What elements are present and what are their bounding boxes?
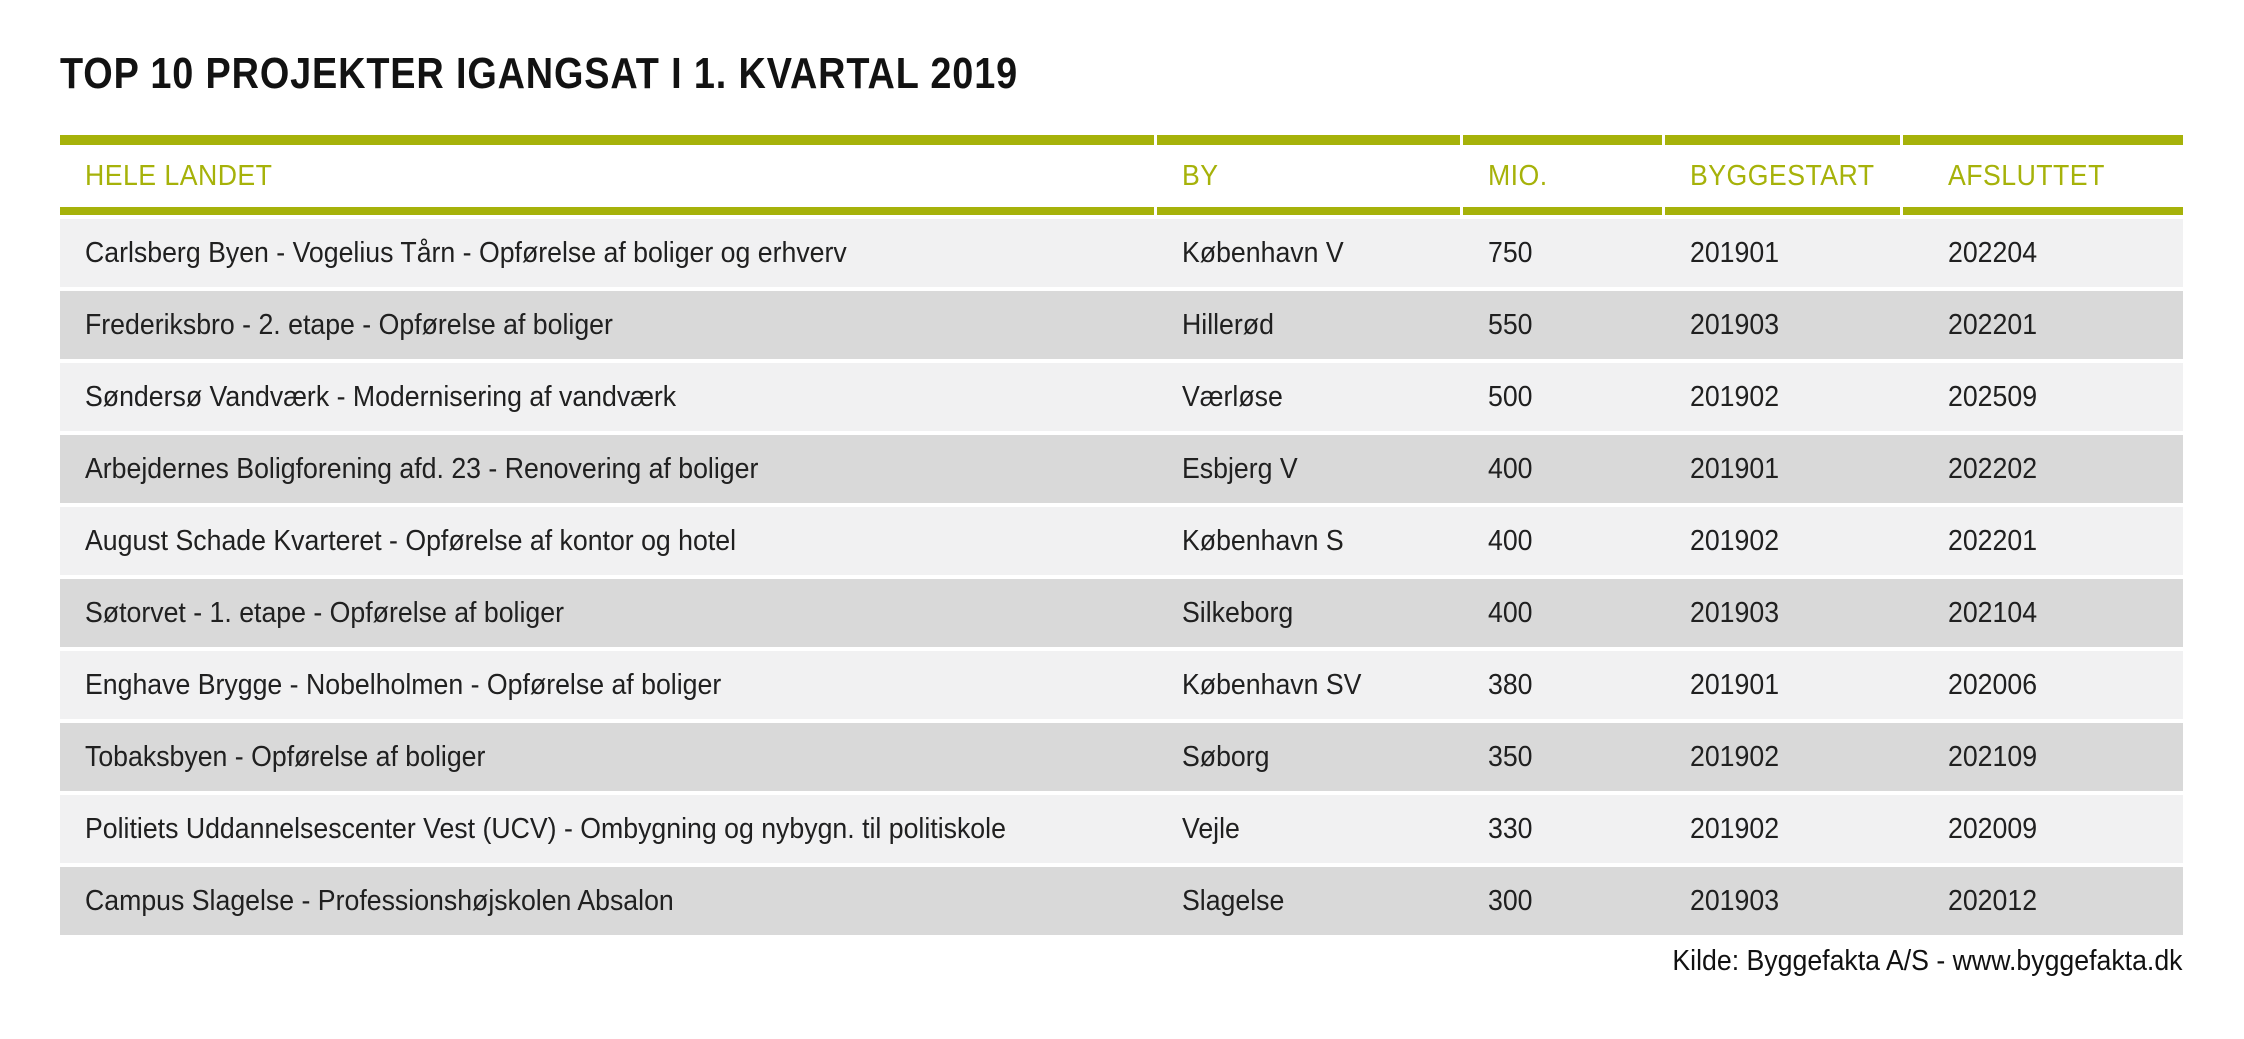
mio-value: 400	[1487, 524, 1533, 557]
byggestart-value: 201903	[1689, 596, 1780, 629]
project-cell	[60, 741, 1157, 774]
table-top-rule	[60, 135, 2183, 145]
afsluttet-cell	[1903, 237, 2183, 270]
mio-cell	[1463, 669, 1665, 702]
table-row	[60, 579, 2183, 647]
column-header-hele-landet	[60, 160, 1157, 193]
mio-cell	[1463, 237, 1665, 270]
city-cell	[1157, 741, 1463, 774]
byggestart-value: 201903	[1689, 308, 1780, 341]
afsluttet-value: 202006	[1947, 668, 2038, 701]
project-name: Campus Slagelse - Professionshøjskolen Absalon	[85, 884, 674, 917]
column-header-mio	[1463, 160, 1665, 193]
column-header-afsluttet	[1903, 160, 2183, 193]
project-cell	[60, 525, 1157, 558]
city-value: Slagelse	[1181, 884, 1285, 917]
byggestart-cell	[1665, 381, 1903, 414]
page-title: TOP 10 PROJEKTER IGANGSAT I 1. KVARTAL 2019	[60, 49, 1018, 98]
byggestart-cell	[1665, 237, 1903, 270]
city-cell	[1157, 669, 1463, 702]
afsluttet-cell	[1903, 309, 2183, 342]
mio-cell	[1463, 597, 1665, 630]
city-cell	[1157, 813, 1463, 846]
column-header-byggestart	[1665, 160, 1903, 193]
rule-segment	[1665, 135, 1903, 145]
project-name: August Schade Kvarteret - Opførelse af kontor og hotel	[85, 524, 737, 557]
project-cell	[60, 885, 1157, 918]
table-header-row	[60, 145, 2183, 207]
afsluttet-value: 202104	[1947, 596, 2038, 629]
city-cell	[1157, 525, 1463, 558]
city-cell	[1157, 381, 1463, 414]
city-value: København V	[1181, 236, 1344, 269]
afsluttet-cell	[1903, 525, 2183, 558]
project-cell	[60, 237, 1157, 270]
byggestart-cell	[1665, 309, 1903, 342]
afsluttet-value: 202201	[1947, 308, 2038, 341]
table-row	[60, 651, 2183, 719]
project-cell	[60, 813, 1157, 846]
mio-value: 350	[1487, 740, 1533, 773]
projects-table	[60, 135, 2183, 935]
mio-value: 400	[1487, 596, 1533, 629]
column-header-label: MIO.	[1487, 159, 1548, 192]
mio-cell	[1463, 813, 1665, 846]
column-header-label: BYGGESTART	[1689, 159, 1875, 192]
city-value: Vejle	[1181, 812, 1240, 845]
mio-cell	[1463, 453, 1665, 486]
byggestart-value: 201903	[1689, 884, 1780, 917]
afsluttet-cell	[1903, 597, 2183, 630]
afsluttet-cell	[1903, 885, 2183, 918]
city-value: København SV	[1181, 668, 1362, 701]
city-value: Søborg	[1181, 740, 1270, 773]
project-name: Enghave Brygge - Nobelholmen - Opførelse af boliger	[85, 668, 722, 701]
afsluttet-cell	[1903, 381, 2183, 414]
project-cell	[60, 381, 1157, 414]
project-name: Frederiksbro - 2. etape - Opførelse af boliger	[85, 308, 613, 341]
afsluttet-value: 202009	[1947, 812, 2038, 845]
mio-cell	[1463, 741, 1665, 774]
afsluttet-cell	[1903, 669, 2183, 702]
afsluttet-value: 202109	[1947, 740, 2038, 773]
project-cell	[60, 309, 1157, 342]
byggestart-cell	[1665, 525, 1903, 558]
city-cell	[1157, 885, 1463, 918]
city-value: Silkeborg	[1181, 596, 1294, 629]
rule-segment	[1903, 207, 2183, 215]
city-value: Hillerød	[1181, 308, 1274, 341]
rule-segment	[60, 135, 1157, 145]
rule-segment	[1463, 207, 1665, 215]
source-credit-text: Kilde: Byggefakta A/S - www.byggefakta.dk	[1672, 945, 2183, 977]
table-row	[60, 507, 2183, 575]
table-row	[60, 291, 2183, 359]
column-header-label: HELE LANDET	[85, 159, 273, 192]
byggestart-value: 201901	[1689, 668, 1780, 701]
project-name: Carlsberg Byen - Vogelius Tårn - Opførelse af boliger og erhverv	[85, 236, 847, 269]
mio-value: 750	[1487, 236, 1533, 269]
rule-segment	[1157, 135, 1463, 145]
afsluttet-cell	[1903, 453, 2183, 486]
table-row	[60, 435, 2183, 503]
project-name: Politiets Uddannelsescenter Vest (UCV) - Ombygning og nybygn. til politiskole	[85, 812, 1006, 845]
project-name: Tobaksbyen - Opførelse af boliger	[85, 740, 486, 773]
source-credit	[1628, 945, 2183, 978]
table-row	[60, 795, 2183, 863]
city-cell	[1157, 453, 1463, 486]
mio-cell	[1463, 309, 1665, 342]
byggestart-value: 201901	[1689, 452, 1780, 485]
city-value: Værløse	[1181, 380, 1283, 413]
city-cell	[1157, 597, 1463, 630]
rule-segment	[1157, 207, 1463, 215]
city-value: København S	[1181, 524, 1344, 557]
byggestart-cell	[1665, 453, 1903, 486]
city-cell	[1157, 237, 1463, 270]
column-header-label: BY	[1181, 159, 1219, 192]
afsluttet-value: 202204	[1947, 236, 2038, 269]
table-row	[60, 363, 2183, 431]
mio-value: 300	[1487, 884, 1533, 917]
table-row	[60, 723, 2183, 791]
byggestart-value: 201902	[1689, 524, 1780, 557]
rule-segment	[60, 207, 1157, 215]
mio-cell	[1463, 885, 1665, 918]
project-name: Arbejdernes Boligforening afd. 23 - Renovering af boliger	[85, 452, 759, 485]
afsluttet-value: 202509	[1947, 380, 2038, 413]
project-cell	[60, 453, 1157, 486]
byggestart-cell	[1665, 885, 1903, 918]
rule-segment	[1665, 207, 1903, 215]
afsluttet-value: 202012	[1947, 884, 2038, 917]
project-cell	[60, 597, 1157, 630]
byggestart-value: 201902	[1689, 812, 1780, 845]
mio-value: 400	[1487, 452, 1533, 485]
afsluttet-cell	[1903, 741, 2183, 774]
rule-segment	[1463, 135, 1665, 145]
mio-value: 550	[1487, 308, 1533, 341]
byggestart-value: 201902	[1689, 380, 1780, 413]
byggestart-cell	[1665, 669, 1903, 702]
mio-cell	[1463, 381, 1665, 414]
byggestart-cell	[1665, 597, 1903, 630]
rule-segment	[1903, 135, 2183, 145]
byggestart-cell	[1665, 813, 1903, 846]
project-name: Søtorvet - 1. etape - Opførelse af boliger	[85, 596, 564, 629]
project-name: Søndersø Vandværk - Modernisering af vandværk	[85, 380, 677, 413]
afsluttet-value: 202202	[1947, 452, 2038, 485]
mio-value: 330	[1487, 812, 1533, 845]
city-cell	[1157, 309, 1463, 342]
mio-cell	[1463, 525, 1665, 558]
city-value: Esbjerg V	[1181, 452, 1298, 485]
byggestart-cell	[1665, 741, 1903, 774]
column-header-label: AFSLUTTET	[1947, 159, 2105, 192]
afsluttet-value: 202201	[1947, 524, 2038, 557]
byggestart-value: 201901	[1689, 236, 1780, 269]
mio-value: 500	[1487, 380, 1533, 413]
byggestart-value: 201902	[1689, 740, 1780, 773]
project-cell	[60, 669, 1157, 702]
table-row	[60, 219, 2183, 287]
table-header-rule	[60, 207, 2183, 215]
table-row	[60, 867, 2183, 935]
afsluttet-cell	[1903, 813, 2183, 846]
column-header-by	[1157, 160, 1463, 193]
mio-value: 380	[1487, 668, 1533, 701]
